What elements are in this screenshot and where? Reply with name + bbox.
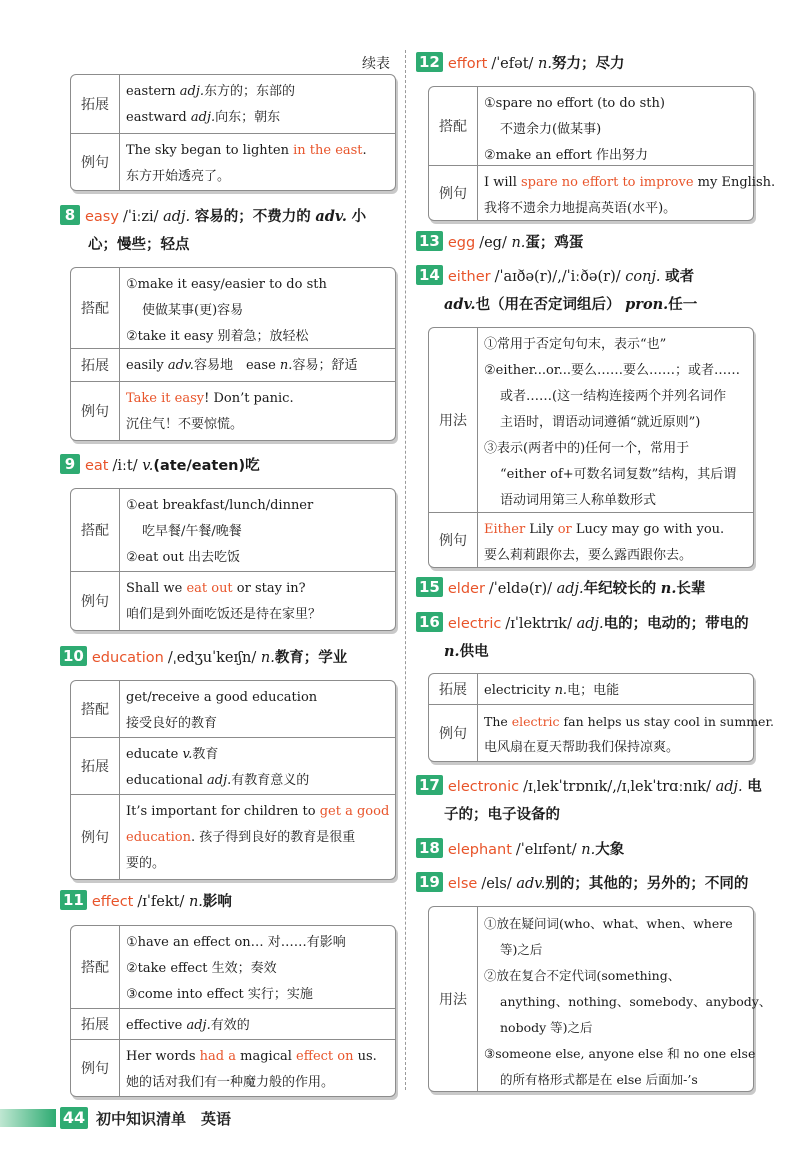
entry-12-heading: 12 effort /ˈefət/ n.努力；尽力	[416, 50, 625, 78]
collocation-line: 不遗余力(做某事)	[500, 122, 602, 137]
usage-line: 主语时，谓语动词遵循“就近原则”)	[500, 415, 701, 430]
collocation-line: ①spare no effort (to do sth)	[484, 96, 665, 111]
entry-number-badge: 17	[416, 775, 443, 795]
row-label: 例句	[429, 166, 478, 220]
entry-number-badge: 19	[416, 872, 443, 892]
entry-number-badge: 11	[60, 890, 87, 910]
expand-line: eastern adj.东方的；东部的	[126, 84, 296, 99]
row-label: 搭配	[429, 87, 478, 165]
example-sentence: Shall we eat out or stay in?	[126, 581, 306, 596]
expand-line: educational adj.有教育意义的	[126, 773, 310, 788]
entry-8-heading: 8 easy /ˈiːzi/ adj. 容易的；不费力的 adv. 小 心；慢些；轻点	[60, 203, 366, 259]
entry-number-badge: 10	[60, 646, 87, 666]
row-label: 用法	[429, 907, 478, 1091]
usage-line: 等)之后	[500, 942, 543, 957]
example-sentence: Either Lily or Lucy may go with you.	[484, 522, 725, 537]
example-sentence: The electric fan helps us stay cool in summer.	[484, 714, 775, 729]
table-eat	[70, 488, 396, 631]
collocation-line: ②take it easy 别着急；放轻松	[126, 329, 309, 344]
collocation-line: 使做某事(更)容易	[142, 303, 244, 318]
entry-19-heading: 19 else /els/ adv.别的；其他的；另外的；不同的	[416, 870, 748, 898]
entry-number-badge: 8	[60, 205, 80, 225]
entry-15-heading: 15 elder /ˈeldə(r)/ adj.年纪较长的 n.长辈	[416, 575, 705, 603]
usage-line: ②either...or...要么……要么……；或者……	[484, 363, 740, 378]
entry-16-heading: 16 electric /ɪˈlektrɪk/ adj.电的；电动的；带电的 n.供电	[416, 610, 749, 666]
example-sentence: Take it easy! Don’t panic.	[126, 391, 294, 406]
column-divider	[405, 50, 406, 1090]
example-sentence: It’s important for children to get a good	[126, 804, 390, 819]
example-sentence: education. 孩子得到良好的教育是很重	[126, 830, 356, 845]
usage-line: 语动词用第三人称单数形式	[500, 493, 657, 508]
row-label: 拓展	[71, 1009, 120, 1039]
footer-bar	[0, 1109, 56, 1127]
entry-number-badge: 13	[416, 231, 443, 251]
entry-number-badge: 16	[416, 612, 443, 632]
collocation-line: 吃早餐/午餐/晚餐	[142, 524, 242, 539]
table-prev-east	[70, 74, 396, 191]
usage-line: 或者……(这一结构连接两个并列名词作	[500, 389, 727, 404]
collocation-line: ②eat out 出去吃饭	[126, 550, 241, 565]
example-sentence: I will spare no effort to improve my English.	[484, 175, 776, 190]
row-label: 拓展	[71, 349, 120, 381]
expand-line: educate v.教育	[126, 747, 219, 762]
usage-line: ③表示(两者中的)任何一个，常用于	[484, 441, 690, 456]
table-easy	[70, 267, 396, 441]
row-label: 例句	[71, 1040, 120, 1096]
collocation-line: get/receive a good education	[126, 690, 318, 705]
collocation-line: ③come into effect 实行；实施	[126, 987, 313, 1002]
row-label: 搭配	[71, 681, 120, 737]
continued-label: 续表	[362, 56, 390, 72]
table-else	[428, 906, 772, 1092]
example-translation: 咱们是到外面吃饭还是待在家里？	[126, 607, 322, 622]
entry-number-badge: 15	[416, 577, 443, 597]
example-translation: 要的。	[126, 856, 166, 871]
usage-line: 的所有格形式都是在 else 后面加-’s	[500, 1072, 698, 1087]
entry-10-heading: 10 education /ˌedʒuˈkeɪʃn/ n.教育；学业	[60, 644, 347, 672]
collocation-line: ①have an effect on… 对……有影响	[126, 935, 346, 950]
row-label: 例句	[429, 513, 478, 567]
collocation-line: 接受良好的教育	[126, 716, 218, 731]
entry-number-badge: 12	[416, 52, 443, 72]
example-translation: 沉住气！不要惊慌。	[126, 417, 244, 432]
usage-line: ①常用于否定句句末，表示“也”	[484, 337, 667, 352]
usage-line: ①放在疑问词(who、what、when、where	[484, 916, 733, 931]
table-education	[70, 680, 396, 880]
row-label: 拓展	[71, 738, 120, 794]
example-translation: 电风扇在夏天帮助我们保持凉爽。	[484, 740, 680, 755]
table-effort	[428, 86, 776, 221]
row-label: 例句	[71, 382, 120, 440]
row-label: 搭配	[71, 268, 120, 348]
example-sentence: The sky began to lighten in the east.	[126, 143, 367, 158]
table-electric	[428, 673, 775, 762]
usage-line: ②放在复合不定代词(something、	[484, 968, 681, 983]
page-number: 44	[60, 1107, 88, 1129]
collocation-line: ①eat breakfast/lunch/dinner	[126, 498, 314, 513]
row-label: 例句	[71, 134, 120, 190]
book-title: 初中知识清单 英语	[96, 1110, 232, 1128]
usage-line: nobody 等)之后	[500, 1020, 593, 1035]
usage-line: “either of+可数名词复数”结构，其后谓	[500, 467, 737, 482]
example-translation: 我将不遗余力地提高英语(水平)。	[484, 201, 677, 216]
row-label: 例句	[71, 795, 120, 879]
entry-11-heading: 11 effect /ɪˈfekt/ n.影响	[60, 888, 232, 916]
example-sentence: Her words had a magical effect on us.	[126, 1049, 377, 1064]
row-label: 拓展	[429, 674, 478, 704]
expand-line: effective adj.有效的	[126, 1018, 250, 1033]
collocation-line: ②make an effort 作出努力	[484, 148, 649, 163]
entry-13-heading: 13 egg /eg/ n.蛋；鸡蛋	[416, 229, 583, 257]
collocation-line: ①make it easy/easier to do sth	[126, 277, 327, 292]
expand-line: easily adv.容易地 ease n.容易；舒适	[126, 358, 358, 373]
expand-line: eastward adj.向东；朝东	[126, 110, 281, 125]
usage-line: ③someone else, anyone else 和 no one else	[484, 1046, 756, 1061]
entry-18-heading: 18 elephant /ˈelɪfənt/ n.大象	[416, 836, 624, 864]
expand-line: electricity n.电；电能	[484, 683, 620, 698]
entry-number-badge: 14	[416, 265, 443, 285]
entry-number-badge: 9	[60, 454, 80, 474]
table-either	[428, 327, 754, 568]
entry-17-heading: 17 electronic /ɪˌlekˈtrɒnɪk/,/ɪˌlekˈtrɑːnɪk/ adj. 电 子的；电子设备的	[416, 773, 762, 829]
row-label: 拓展	[71, 75, 120, 133]
entry-number-badge: 18	[416, 838, 443, 858]
example-translation: 她的话对我们有一种魔力般的作用。	[126, 1075, 335, 1090]
example-translation: 要么莉莉跟你去，要么露西跟你去。	[484, 548, 693, 563]
entry-14-heading: 14 either /ˈaɪðə(r)/,/ˈiːðə(r)/ conj. 或者 adv.也（用在否定词组后） pron.任一	[416, 263, 697, 319]
collocation-line: ②take effect 生效；奏效	[126, 961, 277, 976]
row-label: 例句	[429, 705, 478, 761]
row-label: 用法	[429, 328, 478, 512]
example-translation: 东方开始透亮了。	[126, 169, 231, 184]
entry-9-heading: 9 eat /iːt/ v.(ate/eaten)吃	[60, 452, 260, 480]
page-footer	[0, 1105, 300, 1131]
row-label: 搭配	[71, 926, 120, 1008]
usage-line: anything、nothing、somebody、anybody、	[500, 994, 772, 1009]
table-effect	[70, 925, 396, 1097]
row-label: 搭配	[71, 489, 120, 571]
row-label: 例句	[71, 572, 120, 630]
